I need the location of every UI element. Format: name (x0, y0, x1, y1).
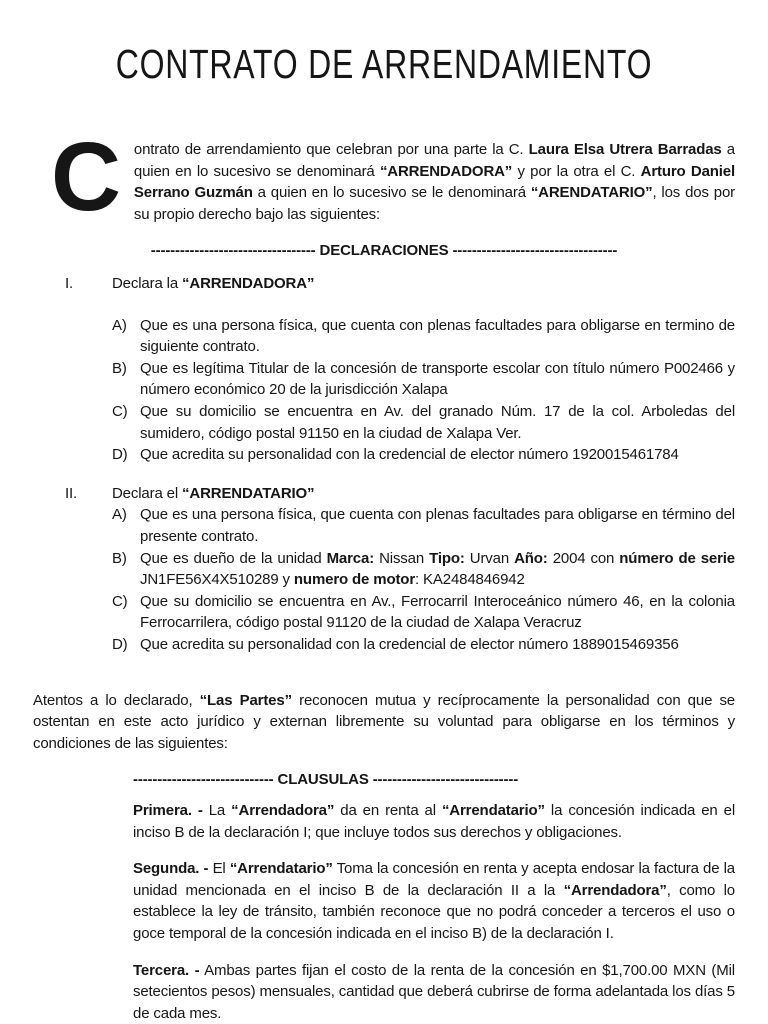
intro-paragraph (33, 122, 735, 232)
intro-text: ontrato de arrendamiento que celebran por una parte la C. Laura Elsa Utrera Barradas a quien en lo sucesivo se denominará “ARRENDADORA” y por la otra el C. Arturo Daniel Serrano Guzmán a quien en lo sucesivo se le denominará “ARENDATARIO”, los dos por su propio derecho bajo las siguientes: (133, 141, 735, 223)
declaration-section-1 (65, 273, 735, 466)
item-letter: B) (112, 549, 127, 567)
item-text: Que acredita su personalidad con la credencial de elector número 1920015461784 (140, 446, 679, 464)
item-text: Que es una persona física, que cuenta con plenas facultades para obligarse en término del presente contrato. (140, 506, 735, 545)
item-text: Que es una persona física, que cuenta con plenas facultades para obligarse en termino de siguiente contrato. (140, 316, 735, 356)
list-item (112, 444, 735, 466)
section-2-heading: Declara el “ARRENDATARIO” (112, 484, 315, 502)
item-letter: A) (112, 506, 127, 524)
list-item (112, 634, 735, 656)
section-1-content (112, 273, 735, 466)
clauses-heading: ----------------------------- CLAUSULAS ------------------------------ (133, 771, 519, 789)
item-letter: D) (112, 446, 128, 464)
list-item (112, 548, 735, 591)
list-item (112, 358, 735, 401)
declaration-section-2 (65, 483, 735, 656)
item-letter: C) (112, 592, 128, 610)
item-text: Que su domicilio se encuentra en Av., Ferrocarril Interoceánico número 46, en la colonia Ferrocarrilera, código postal 91120 de la ciudad de Xalapa Veracruz (140, 592, 735, 632)
drop-cap: C (51, 122, 121, 232)
item-text: Que es legítima Titular de la concesión de transporte escolar con título número P002466 y número económico 20 de la jurisdicción Xalapa (140, 359, 735, 399)
list-item (112, 504, 735, 547)
section-2-numeral: II. (65, 484, 78, 502)
section-1-numeral: I. (65, 275, 74, 293)
clause-tercera: Tercera. - Ambas partes fijan el costo de la renta de la concesión en $1,700.00 MXN (Mil setecientos pesos) mensuales, cantidad que deberá cubrirse de forma adelantada los días 5 de cada mes. (133, 961, 735, 1022)
item-letter: D) (112, 635, 128, 653)
item-letter: A) (112, 316, 127, 334)
item-text: Que acredita su personalidad con la credencial de elector número 1889015469356 (140, 635, 679, 653)
item-letter: B) (112, 359, 127, 377)
list-item (112, 401, 735, 444)
section-1-heading: Declara la “ARRENDADORA” (112, 275, 315, 293)
item-letter: C) (112, 403, 128, 421)
agreement-paragraph: Atentos a lo declarado, “Las Partes” reconocen mutua y recíprocamente la personalidad con que se ostentan en este acto jurídico y externan libremente su voluntad para obligarse en los términos y condiciones de las siguientes: (33, 691, 735, 752)
section-2-content (112, 483, 735, 656)
clause-segunda: Segunda. - El “Arrendatario” Toma la concesión en renta y acepta endosar la factura de la unidad mencionada en el inciso B de la declaración II a la “Arrendadora”, como lo establece la ley de tránsito, también reconoce que no podrá conceder a terceros el uso o goce temporal de la concesión indicada en el inciso B) de la declaración I. (133, 860, 735, 942)
list-item (112, 591, 735, 634)
declarations-heading: ---------------------------------- DECLARACIONES ---------------------------------- (150, 242, 618, 260)
clauses-block (133, 769, 735, 1024)
list-item (112, 315, 735, 358)
document-title: CONTRATO DE ARRENDAMIENTO (115, 41, 653, 87)
clause-primera: Primera. - La “Arrendadora” da en renta al “Arrendatario” la concesión indicada en el inciso B de la declaración I; que incluye todos sus derechos y obligaciones. (133, 801, 736, 841)
item-text: Que su domicilio se encuentra en Av. del granado Núm. 17 de la col. Arboledas del sumidero, código postal 91150 en la ciudad de Xalapa Ver. (140, 403, 735, 442)
item-text: Que es dueño de la unidad Marca: Nissan Tipo: Urvan Año: 2004 con número de serie JN1FE56X4X510289 y numero de motor: KA2484846942 (140, 549, 735, 589)
